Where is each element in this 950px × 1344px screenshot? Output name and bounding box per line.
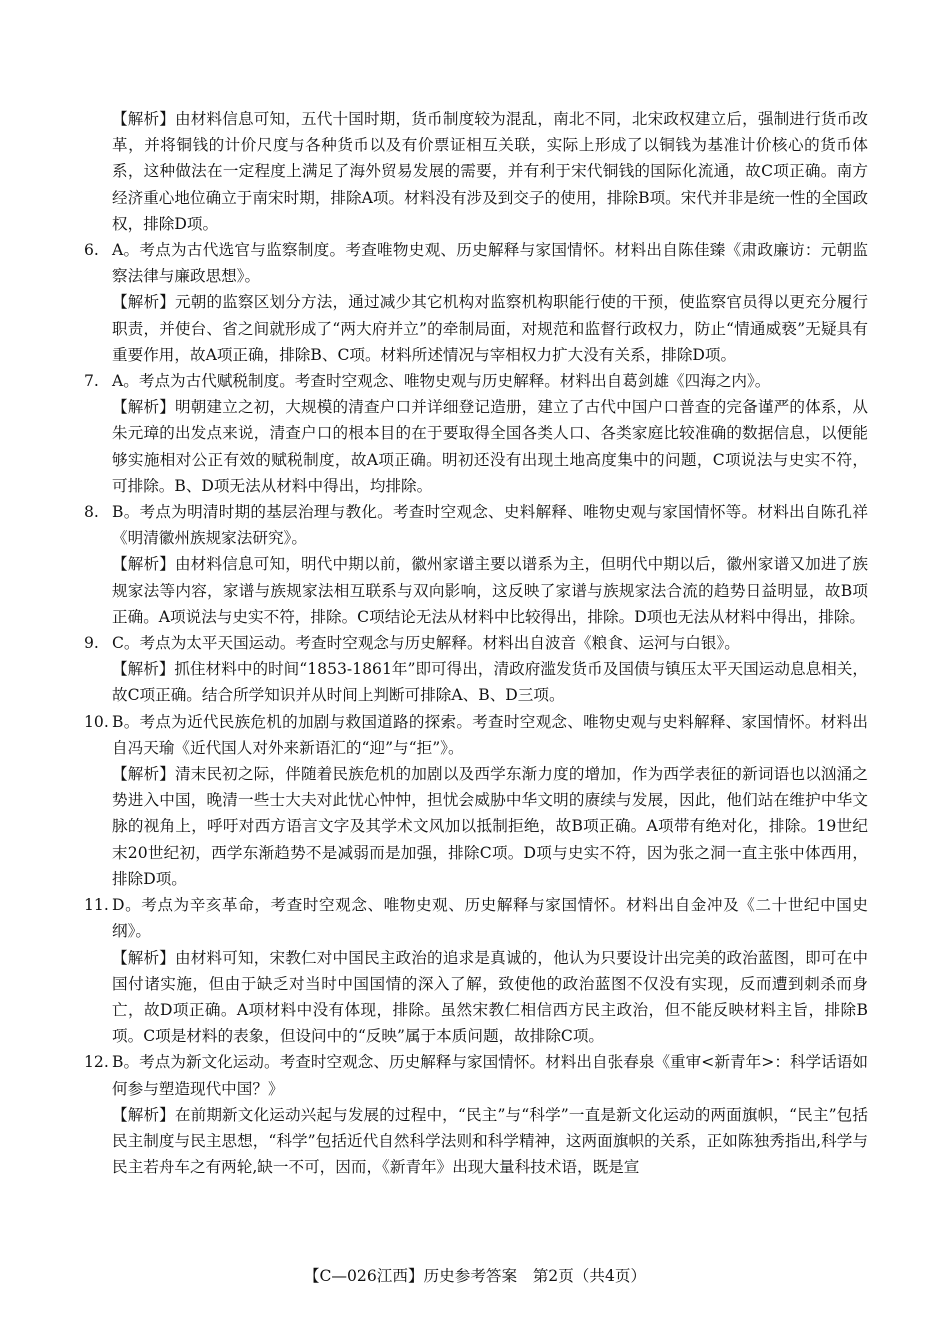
answer-item-9	[84, 630, 868, 709]
answer-item-7	[84, 368, 868, 499]
answer-item-11	[84, 892, 868, 1049]
answer-item-12	[84, 1049, 868, 1180]
item-answer: C。考点为太平天国运动。考查时空观念与历史解释。材料出自波音《粮食、运河与白银》。	[112, 634, 740, 653]
answer-item-10	[84, 709, 868, 892]
item-analysis: 【解析】元朝的监察区划分方法，通过减少其它机构对监察机构职能行使的干预，使监察官员得以更充分履行职责，并使台、省之间就形成了“两大府并立”的牵制局面，对规范和监督行政权力，防止“情通威亵”无疑具有重要作用，故A项正确，排除B、C项。材料所述情况与宰相权力扩大没有关系，排除D项。	[112, 293, 868, 364]
item-number: 9.	[84, 634, 99, 653]
item-analysis: 【解析】清末民初之际，伴随着民族危机的加剧以及西学东渐力度的增加，作为西学表征的新词语也以汹涌之势进入中国，晚清一些士大夫对此忧心忡忡，担忧会威胁中华文明的赓续与发展，因此，他们站在维护中华文脉的视角上，呼吁对西方语言文字及其学术文风加以抵制拒绝，故B项正确。A项带有绝对化，排除。19世纪末20世纪初，西学东渐趋势不是减弱而是加强，排除C项。D项与史实不符，因为张之洞一直主张中体西用，排除D项。	[112, 765, 868, 888]
item-number: 11.	[84, 896, 109, 915]
item-answer: B。考点为近代民族危机的加剧与救国道路的探索。考查时空观念、唯物史观与史料解释、家国情怀。材料出自冯天瑜《近代国人对外来新语汇的“迎”与“拒”》。	[112, 712, 868, 757]
item-answer: B。考点为新文化运动。考查时空观念、历史解释与家国情怀。材料出自张春泉《重审<新青年>：科学话语如何参与塑造现代中国？》	[112, 1053, 868, 1098]
answer-content	[84, 106, 868, 1180]
item-analysis: 【解析】由材料信息可知，明代中期以前，徽州家谱主要以谱系为主，但明代中期以后，徽州家谱又加进了族规家法等内容，家谱与族规家法相互联系与双向影响，这反映了家谱与族规家法合流的趋势日益明显，故B项正确。A项说法与史实不符，排除。C项结论无法从材料中比较得出，排除。D项也无法从材料中得出，排除。	[112, 555, 868, 626]
item-number: 7.	[84, 372, 99, 391]
item-answer: D。考点为辛亥革命，考查时空观念、唯物史观、历史解释与家国情怀。材料出自金冲及《二十世纪中国史纲》。	[112, 896, 868, 941]
item-analysis: 【解析】明朝建立之初，大规模的清查户口并详细登记造册，建立了古代中国户口普查的完备谨严的体系，从朱元璋的出发点来说，清查户口的根本目的在于要取得全国各类人口、各类家庭比较准确的数据信息，以便能够实施相对公正有效的赋税制度，故A项正确。明初还没有出现土地高度集中的问题，C项说法与史实不符，可排除。B、D项无法从材料中得出，均排除。	[112, 398, 868, 495]
item-answer: B。考点为明清时期的基层治理与教化。考查时空观念、史料解释、唯物史观与家国情怀等。材料出自陈孔祥《明清徽州族规家法研究》。	[112, 503, 868, 548]
intro-analysis: 【解析】由材料信息可知，五代十国时期，货币制度较为混乱，南北不同，北宋政权建立后，强制进行货币改革，并将铜钱的计价尺度与各种货币以及有价票证相互关联，实际上形成了以铜钱为基准计价核心的货币体系，这种做法在一定程度上满足了海外贸易发展的需要，并有利于宋代铜钱的国际化流通，故C项正确。南方经济重心地位确立于南宋时期，排除A项。材料没有涉及到交子的使用，排除B项。宋代并非是统一性的全国政权，排除D项。	[112, 110, 868, 233]
item-answer: A。考点为古代赋税制度。考查时空观念、唯物史观与历史解释。材料出自葛剑雄《四海之内》。	[112, 372, 771, 391]
item-number: 6.	[84, 241, 99, 260]
item-number: 8.	[84, 503, 99, 522]
item-number: 12.	[84, 1053, 109, 1072]
item-analysis: 【解析】抓住材料中的时间“1853-1861年”即可得出，清政府滥发货币及国债与镇压太平天国运动息息相关，故C项正确。结合所学知识并从时间上判断可排除A、B、D三项。	[112, 660, 868, 705]
item-answer: A。考点为古代选官与监察制度。考查唯物史观、历史解释与家国情怀。材料出自陈佳臻《肃政廉访：元朝监察法律与廉政思想》。	[112, 241, 868, 286]
answer-item-6	[84, 237, 868, 368]
item-analysis: 【解析】由材料可知，宋教仁对中国民主政治的追求是真诚的，他认为只要设计出完美的政治蓝图，即可在中国付诸实施，但由于缺乏对当时中国国情的深入了解，致使他的政治蓝图不仅没有实现，反而遭到刺杀而身亡，故D项正确。A项材料中没有体现，排除。虽然宋教仁相信西方民主政治，但不能反映材料主旨，排除B项。C项是材料的表象，但设问中的“反映”属于本质问题，故排除C项。	[112, 948, 868, 1046]
item-number: 10.	[84, 712, 109, 731]
page-footer: 【C—026江西】历史参考答案 第2页（共4页）	[303, 1267, 647, 1285]
answer-item-8	[84, 499, 868, 630]
item-analysis: 【解析】在前期新文化运动兴起与发展的过程中，“民主”与“科学”一直是新文化运动的两面旗帜，“民主”包括民主制度与民主思想，“科学”包括近代自然科学法则和科学精神，这两面旗帜的关系，正如陈独秀指出,科学与民主若舟车之有两轮,缺一不可，因而，《新青年》出现大量科技术语，既是宣	[112, 1105, 868, 1177]
